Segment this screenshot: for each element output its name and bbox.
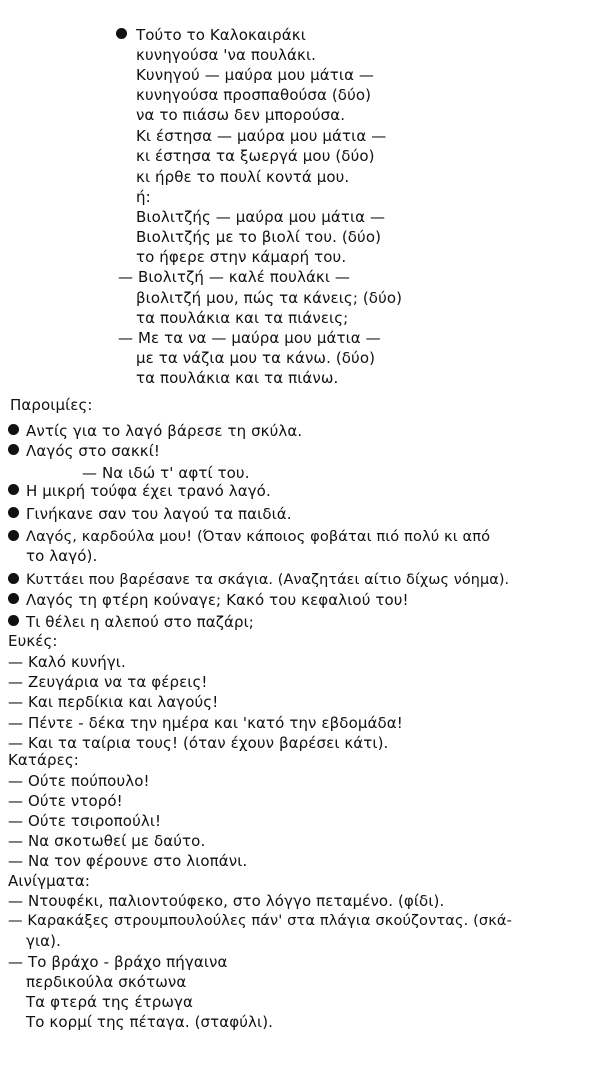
bullet-dot <box>8 484 19 495</box>
bullet-dot <box>8 424 19 435</box>
song-line: Βιολιτζής — μαύρα μου μάτια — <box>136 208 386 226</box>
curse-line: — Ούτε τσιροπούλι! <box>8 812 162 830</box>
proverb-line: Γινήκανε σαν του λαγού τα παιδιά. <box>26 505 292 523</box>
bullet-dot <box>8 507 19 518</box>
section-heading-wishes: Ευκές: <box>8 632 58 650</box>
song-line: κυνηγούσα προσπαθούσα (δύο) <box>136 86 372 104</box>
proverb-line: Λαγός στο σακκί! <box>26 442 161 460</box>
song-line: βιολιτζή μου, πώς τα κάνεις; (δύο) <box>136 289 403 307</box>
bullet-dot <box>8 593 19 604</box>
song-line: το ήφερε στην κάμαρή του. <box>136 248 347 266</box>
proverb-line: το λαγό). <box>26 547 98 565</box>
song-line: τα πουλάκια και τα πιάνεις; <box>136 309 349 327</box>
bullet-dot <box>8 530 19 541</box>
bullet-dot <box>116 28 127 39</box>
wish-line: — Καλό κυνήγι. <box>8 653 126 671</box>
section-heading-riddles: Αινίγματα: <box>8 872 91 890</box>
wish-line: — Και περδίκια και λαγούς! <box>8 693 219 711</box>
curse-line: — Ούτε πούπουλο! <box>8 772 150 790</box>
section-heading-curses: Κατάρες: <box>8 751 79 769</box>
song-line: Βιολιτζής με το βιολί του. (δύο) <box>136 228 382 246</box>
song-line: ή: <box>136 188 151 206</box>
song-line: να το πιάσω δεν μπορούσα. <box>136 106 346 124</box>
song-line: Τούτο το Καλοκαιράκι <box>136 26 306 44</box>
section-heading-proverbs: Παροιμίες: <box>10 396 93 414</box>
riddle-line: περδικούλα σκότωνα <box>26 973 187 991</box>
curse-line: — Να τον φέρουνε στο λιοπάνι. <box>8 852 248 870</box>
wish-line: — Ζευγάρια να τα φέρεις! <box>8 673 208 691</box>
proverb-line: Αντίς για το λαγό βάρεσε τη σκύλα. <box>26 422 303 440</box>
riddle-line: Το κορμί της πέταγα. (σταφύλι). <box>26 1013 274 1031</box>
song-line: — Με τα να — μαύρα μου μάτια — <box>118 329 381 347</box>
bullet-dot <box>8 615 19 626</box>
song-line: Κυνηγού — μαύρα μου μάτια — <box>136 66 375 84</box>
song-line: κυνηγούσα 'να πουλάκι. <box>136 46 316 64</box>
proverb-line: Λαγός τη φτέρη κούναγε; Κακό του κεφαλιού του! <box>26 591 409 609</box>
bullet-dot <box>8 444 19 455</box>
song-line: κι έστησα τα ξωεργά μου (δύο) <box>136 147 375 165</box>
wish-line: — Και τα ταίρια τους! (όταν έχουν βαρέσει κάτι). <box>8 734 389 752</box>
proverb-line: Κυττάει που βαρέσανε τα σκάγια. (Αναζητάει αίτιο δίχως νόημα). <box>26 572 510 588</box>
bullet-dot <box>8 573 19 584</box>
riddle-line: — Ντουφέκι, παλιοντούφεκο, στο λόγγο πεταμένο. (φίδι). <box>8 892 445 910</box>
proverb-line: — Να ιδώ τ' αφτί του. <box>82 464 250 482</box>
song-line: τα πουλάκια και τα πιάνω. <box>136 369 339 387</box>
song-line: Κι έστησα — μαύρα μου μάτια — <box>136 127 387 145</box>
riddle-line: — Το βράχο - βράχο πήγαινα <box>8 953 228 971</box>
curse-line: — Ούτε ντορό! <box>8 792 123 810</box>
riddle-line: Τα φτερά της έτρωγα <box>26 993 194 1011</box>
curse-line: — Να σκοτωθεί με δαύτο. <box>8 832 206 850</box>
song-line: κι ήρθε το πουλί κοντά μου. <box>136 168 350 186</box>
song-line: με τα νάζια μου τα κάνω. (δύο) <box>136 349 376 367</box>
proverb-line: Τι θέλει η αλεπού στο παζάρι; <box>26 613 254 631</box>
proverb-line: Η μικρή τούφα έχει τρανό λαγό. <box>26 482 271 500</box>
riddle-line: για). <box>26 932 61 950</box>
wish-line: — Πέντε - δέκα την ημέρα και 'κατό την εβδομάδα! <box>8 714 403 732</box>
song-line: — Βιολιτζή — καλέ πουλάκι — <box>118 268 351 286</box>
riddle-line: — Καρακάξες στρουμπουλούλες πάν' στα πλάγια σκούζοντας. (σκά- <box>8 912 513 929</box>
proverb-line: Λαγός, καρδούλα μου! (Όταν κάποιος φοβάται πιό πολύ κι από <box>26 528 491 545</box>
